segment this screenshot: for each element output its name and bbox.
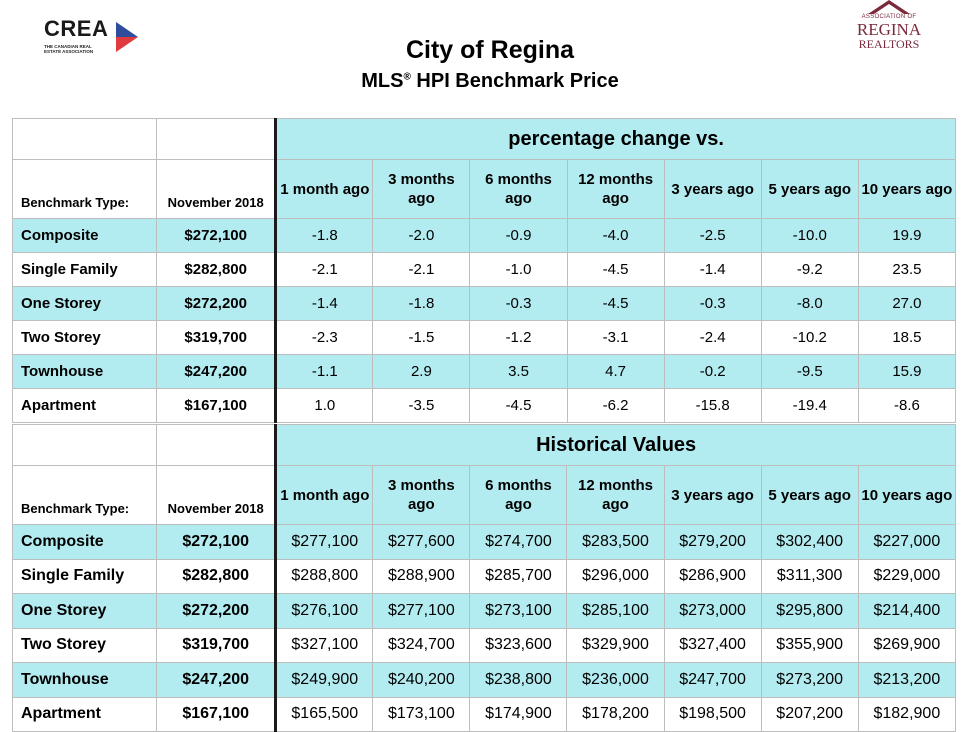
column-header-november-2018: November 2018	[157, 160, 276, 219]
benchmark-type: Composite	[13, 219, 157, 253]
column-header-period: 3 months ago	[373, 160, 470, 219]
column-header-period: 10 years ago	[858, 160, 955, 219]
benchmark-type: Two Storey	[13, 321, 157, 355]
benchmark-type: Apartment	[13, 697, 157, 732]
benchmark-price: $272,200	[157, 594, 276, 629]
column-header-period: 6 months ago	[470, 466, 567, 525]
benchmark-price: $319,700	[157, 321, 276, 355]
historical-value: $182,900	[858, 697, 955, 732]
pct-value: -1.2	[470, 321, 567, 355]
pct-value: -2.1	[276, 253, 373, 287]
benchmark-price: $272,200	[157, 287, 276, 321]
crea-logo-subtext: THE CANADIAN REAL ESTATE ASSOCIATION	[44, 44, 94, 54]
blank-cell	[13, 119, 157, 160]
benchmark-price: $167,100	[157, 697, 276, 732]
column-header-period: 5 years ago	[761, 160, 858, 219]
pct-value: 4.7	[567, 355, 664, 389]
historical-value: $302,400	[761, 525, 858, 560]
table-band-title: percentage change vs.	[276, 119, 956, 160]
historical-value: $288,800	[276, 559, 373, 594]
historical-value: $274,700	[470, 525, 567, 560]
historical-value: $329,900	[567, 628, 664, 663]
benchmark-type: Composite	[13, 525, 157, 560]
pct-value: -1.0	[470, 253, 567, 287]
column-header-period: 5 years ago	[761, 466, 858, 525]
benchmark-type: Single Family	[13, 253, 157, 287]
mls-label: MLS	[361, 70, 404, 92]
historical-value: $273,100	[470, 594, 567, 629]
historical-value: $178,200	[567, 697, 664, 732]
benchmark-price: $282,800	[157, 559, 276, 594]
column-header-period: 12 months ago	[567, 160, 664, 219]
historical-value: $213,200	[858, 663, 955, 698]
pct-value: -4.0	[567, 219, 664, 253]
pct-value: -1.1	[276, 355, 373, 389]
historical-value: $327,100	[276, 628, 373, 663]
crea-logo-text: CREA	[44, 16, 109, 41]
historical-value: $173,100	[373, 697, 470, 732]
pct-value: 18.5	[858, 321, 955, 355]
benchmark-type: Apartment	[13, 389, 157, 423]
historical-value: $323,600	[470, 628, 567, 663]
historical-value: $276,100	[276, 594, 373, 629]
pct-value: -2.4	[664, 321, 761, 355]
historical-value: $240,200	[373, 663, 470, 698]
pct-value: -1.5	[373, 321, 470, 355]
historical-values-table	[12, 424, 956, 732]
page-subtitle	[0, 70, 980, 93]
historical-value: $229,000	[858, 559, 955, 594]
table-row	[13, 697, 956, 732]
column-header-period: 10 years ago	[858, 466, 955, 525]
column-header-benchmark-type: Benchmark Type:	[13, 160, 157, 219]
column-header-period: 1 month ago	[276, 466, 373, 525]
column-header-period: 3 months ago	[373, 466, 470, 525]
column-header-period: 3 years ago	[664, 466, 761, 525]
historical-value: $247,700	[664, 663, 761, 698]
table-row	[13, 628, 956, 663]
table-row	[13, 321, 956, 355]
pct-value: -6.2	[567, 389, 664, 423]
historical-value: $327,400	[664, 628, 761, 663]
pct-value: -1.4	[276, 287, 373, 321]
benchmark-price: $272,100	[157, 219, 276, 253]
pct-value: -4.5	[567, 253, 664, 287]
column-header-period: 6 months ago	[470, 160, 567, 219]
regina-logo-assoc: ASSOCIATION OF	[861, 14, 917, 20]
pct-value: -0.2	[664, 355, 761, 389]
column-header-period: 3 years ago	[664, 160, 761, 219]
blank-cell	[13, 425, 157, 466]
blank-cell	[157, 119, 276, 160]
historical-value: $214,400	[858, 594, 955, 629]
table-row	[13, 663, 956, 698]
benchmark-price: $167,100	[157, 389, 276, 423]
historical-value: $311,300	[761, 559, 858, 594]
column-header-november-2018: November 2018	[157, 466, 276, 525]
table-row	[13, 525, 956, 560]
historical-value: $249,900	[276, 663, 373, 698]
benchmark-type: One Storey	[13, 287, 157, 321]
benchmark-price: $247,200	[157, 663, 276, 698]
pct-value: -2.1	[373, 253, 470, 287]
pct-value: -15.8	[664, 389, 761, 423]
benchmark-price: $247,200	[157, 355, 276, 389]
pct-value: -3.5	[373, 389, 470, 423]
pct-value: -9.5	[761, 355, 858, 389]
table-row	[13, 559, 956, 594]
pct-value: -2.3	[276, 321, 373, 355]
pct-value: 23.5	[858, 253, 955, 287]
historical-value: $238,800	[470, 663, 567, 698]
pct-value: -8.6	[858, 389, 955, 423]
percentage-change-table	[12, 118, 956, 423]
historical-value: $285,100	[567, 594, 664, 629]
historical-value: $174,900	[470, 697, 567, 732]
column-header-period: 12 months ago	[567, 466, 664, 525]
historical-value: $277,600	[373, 525, 470, 560]
historical-value: $295,800	[761, 594, 858, 629]
historical-value: $279,200	[664, 525, 761, 560]
table-row	[13, 219, 956, 253]
column-header-benchmark-type: Benchmark Type:	[13, 466, 157, 525]
pct-value: -1.8	[373, 287, 470, 321]
pct-value: -0.3	[470, 287, 567, 321]
historical-value: $273,200	[761, 663, 858, 698]
historical-value: $283,500	[567, 525, 664, 560]
regina-logo-realtors: REALTORS	[858, 37, 920, 51]
table-band-title: Historical Values	[276, 425, 956, 466]
pct-value: 27.0	[858, 287, 955, 321]
blank-cell	[157, 425, 276, 466]
table-row	[13, 253, 956, 287]
benchmark-type: Townhouse	[13, 663, 157, 698]
benchmark-type: One Storey	[13, 594, 157, 629]
pct-value: 19.9	[858, 219, 955, 253]
pct-value: -2.0	[373, 219, 470, 253]
pct-value: -2.5	[664, 219, 761, 253]
historical-value: $198,500	[664, 697, 761, 732]
historical-value: $277,100	[276, 525, 373, 560]
historical-value: $269,900	[858, 628, 955, 663]
pct-value: -10.0	[761, 219, 858, 253]
historical-value: $227,000	[858, 525, 955, 560]
page-title: City of Regina	[405, 36, 575, 64]
benchmark-type: Townhouse	[13, 355, 157, 389]
pct-value: -4.5	[470, 389, 567, 423]
benchmark-price: $282,800	[157, 253, 276, 287]
benchmark-price: $272,100	[157, 525, 276, 560]
historical-value: $355,900	[761, 628, 858, 663]
column-header-period: 1 month ago	[276, 160, 373, 219]
table-row	[13, 594, 956, 629]
historical-value: $277,100	[373, 594, 470, 629]
table-row	[13, 287, 956, 321]
table-row	[13, 389, 956, 423]
pct-value: 2.9	[373, 355, 470, 389]
benchmark-price: $319,700	[157, 628, 276, 663]
house-roof-icon	[864, 0, 914, 14]
pct-value: -4.5	[567, 287, 664, 321]
historical-value: $165,500	[276, 697, 373, 732]
pct-value: 15.9	[858, 355, 955, 389]
historical-value: $273,000	[664, 594, 761, 629]
regina-logo-name: REGINA	[856, 20, 922, 39]
pct-value: -19.4	[761, 389, 858, 423]
pct-value: 1.0	[276, 389, 373, 423]
pct-value: -1.4	[664, 253, 761, 287]
subtitle-text: HPI Benchmark Price	[416, 70, 619, 92]
pct-value: 3.5	[470, 355, 567, 389]
pct-value: -3.1	[567, 321, 664, 355]
historical-value: $285,700	[470, 559, 567, 594]
pct-value: -10.2	[761, 321, 858, 355]
table-row	[13, 355, 956, 389]
pct-value: -0.9	[470, 219, 567, 253]
pct-value: -0.3	[664, 287, 761, 321]
benchmark-type: Two Storey	[13, 628, 157, 663]
benchmark-type: Single Family	[13, 559, 157, 594]
pct-value: -1.8	[276, 219, 373, 253]
pct-value: -9.2	[761, 253, 858, 287]
registered-mark: ®	[403, 71, 411, 83]
historical-value: $324,700	[373, 628, 470, 663]
historical-value: $236,000	[567, 663, 664, 698]
historical-value: $207,200	[761, 697, 858, 732]
historical-value: $296,000	[567, 559, 664, 594]
historical-value: $288,900	[373, 559, 470, 594]
pct-value: -8.0	[761, 287, 858, 321]
historical-value: $286,900	[664, 559, 761, 594]
